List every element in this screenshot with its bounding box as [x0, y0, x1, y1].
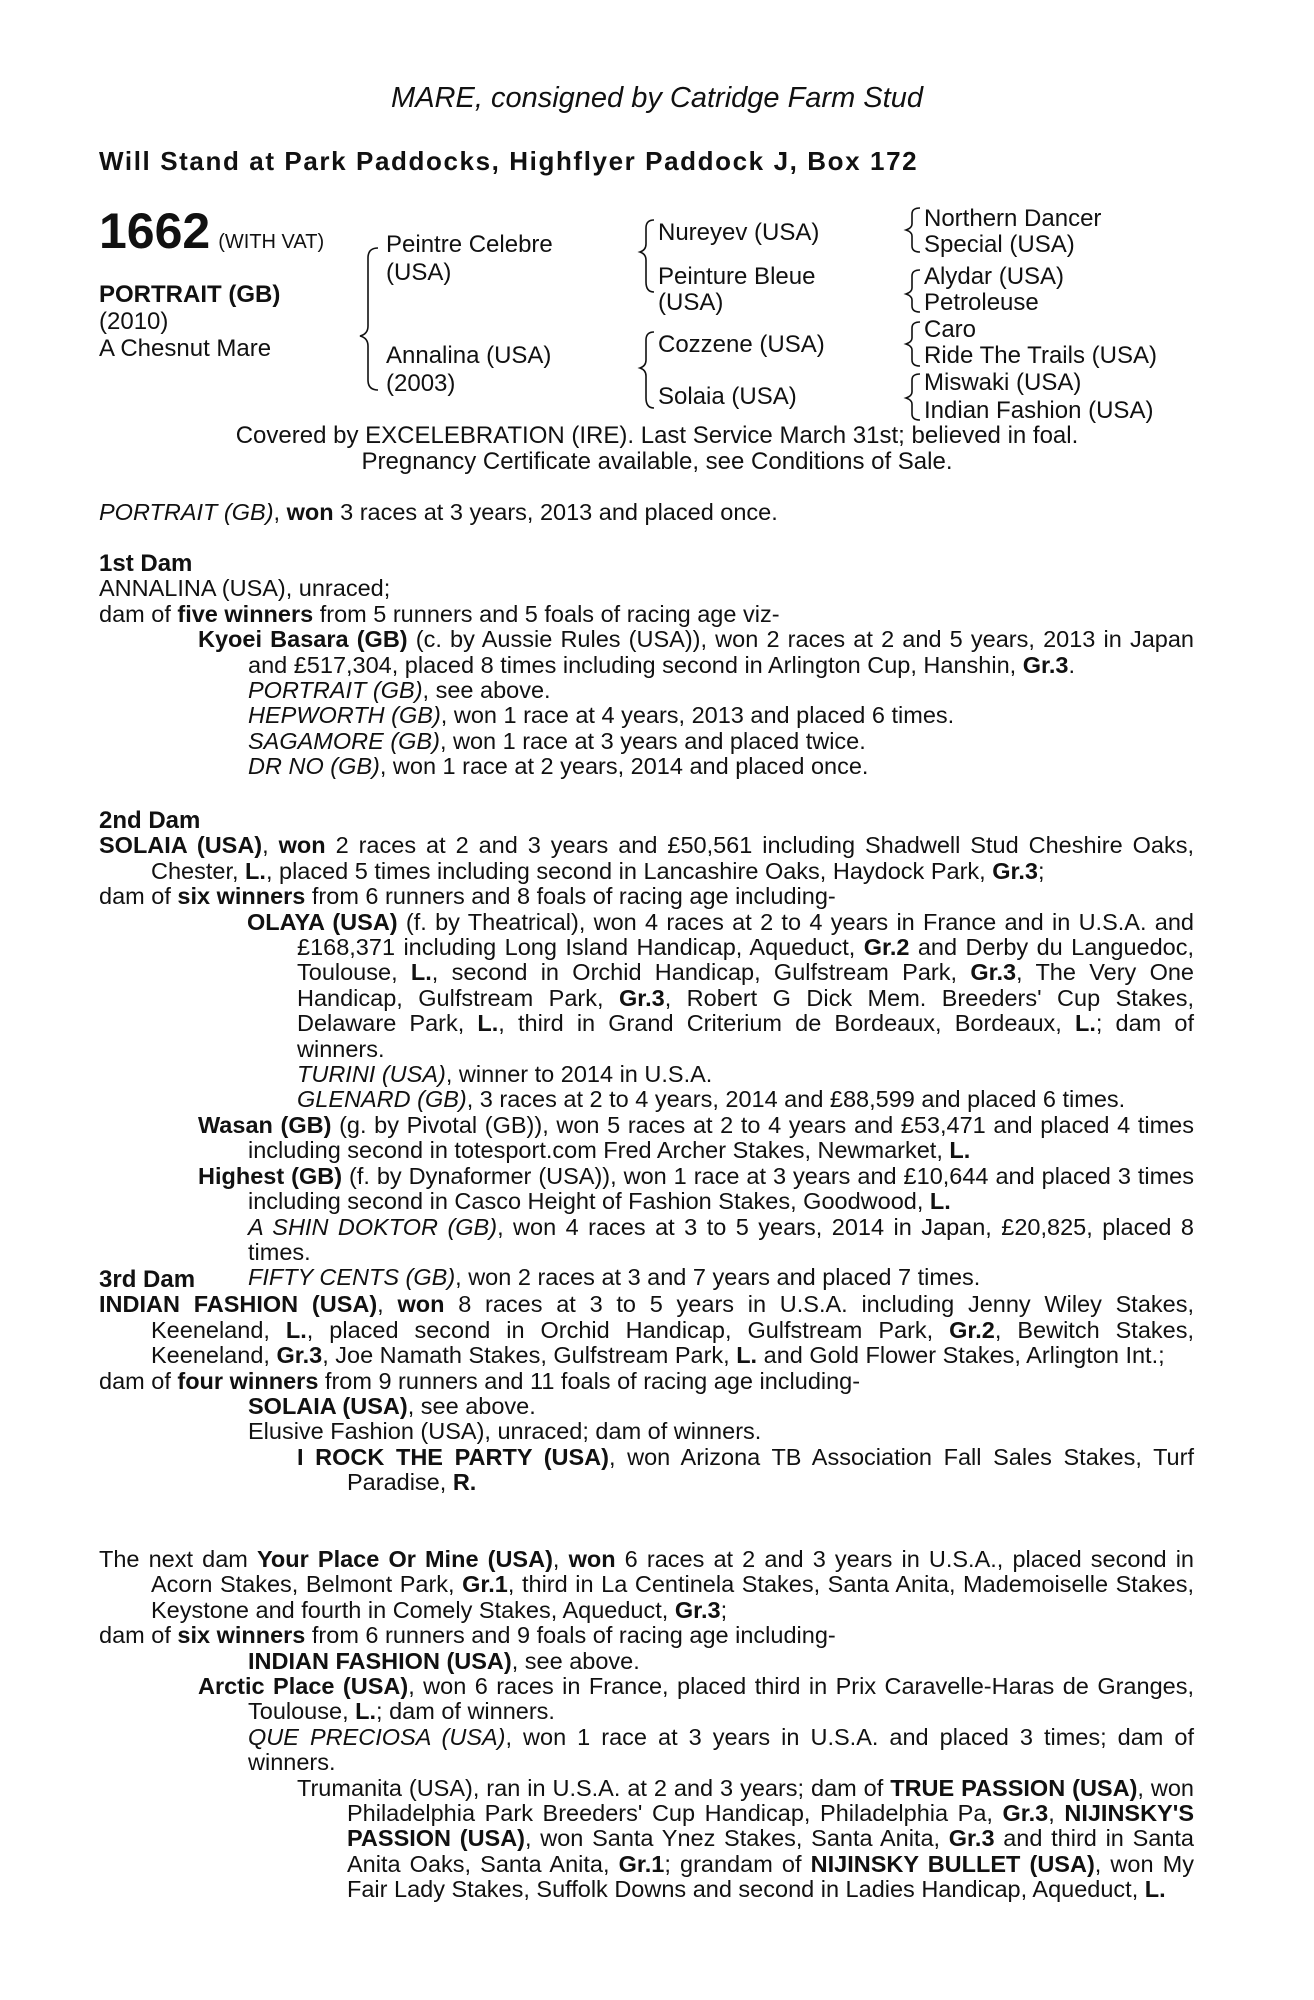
brace-gen3-4 — [906, 374, 920, 420]
consignor-line: MARE, consigned by Catridge Farm Stud — [391, 82, 923, 114]
que-preciosa-entry: QUE PRECIOSA (USA), won 1 race at 3 years in U.S.A. and placed 3 times; dam of winners. — [248, 1723, 1195, 1776]
third-dam-heading: 3rd Dam — [99, 1266, 196, 1293]
pregnancy-line: Pregnancy Certificate available, see Conditions of Sale. — [361, 448, 953, 475]
next-dam-record: The next dam Your Place Or Mine (USA), won 6 races at 2 and 3 years in U.S.A., placed second in Acorn Stakes, Belmont Park, Gr.1, third in La Centinela Stakes, Santa Anita, Mademoiselle Stakes, Keystone and fourth in Comely Stakes, Aqueduct, Gr.3; — [99, 1546, 1194, 1623]
dam-name: Annalina (USA) — [386, 342, 552, 369]
horse-description: A Chesnut Mare — [99, 335, 272, 362]
drno-entry: DR NO (GB), won 1 race at 2 years, 2014 and placed once. — [248, 753, 869, 780]
first-dam-line: ANNALINA (USA), unraced; — [99, 575, 391, 602]
solaia-record: SOLAIA (USA), won 2 races at 2 and 3 years and £50,561 including Shadwell Stud Cheshire Oaks, Chester, L., placed 5 times including second in Lancashire Oaks, Haydock Park, Gr.3; — [99, 832, 1194, 884]
brace-gen3-3 — [906, 322, 920, 366]
brace-gen3-1 — [906, 208, 920, 252]
sagamore-entry: SAGAMORE (GB), won 1 race at 3 years and placed twice. — [248, 727, 866, 754]
fifty-entry: FIFTY CENTS (GB), won 2 races at 3 and 7 years and placed 7 times. — [248, 1264, 981, 1291]
dam-year: (2003) — [386, 370, 456, 397]
ped-sdd: Petroleuse — [924, 289, 1039, 316]
covered-line: Covered by EXCELEBRATION (IRE). Last Service March 31st; believed in foal. — [235, 422, 1079, 449]
portrait-entry: PORTRAIT (GB), see above. — [248, 677, 551, 704]
wasan-entry: Wasan (GB) (g. by Pivotal (GB)), won 5 races at 2 to 4 years and £53,471 and placed 4 times including second in totesport.com Fred Archer Stakes, Newmarket, L. — [198, 1111, 1194, 1164]
lot-number: 1662 — [99, 203, 211, 259]
sire-dam-country: (USA) — [658, 289, 724, 316]
third-dam-section — [99, 1264, 1194, 1496]
vat-note: (WITH VAT) — [218, 231, 325, 253]
kyoei-entry: Kyoei Basara (GB) (c. by Aussie Rules (USA)), won 2 races at 2 and 5 years, 2013 in Japan and £517,304, placed 8 times including second in Arlington Cup, Hanshin, Gr.3. — [198, 626, 1194, 678]
first-dam-heading: 1st Dam — [99, 550, 193, 577]
ped-sds: Alydar (USA) — [924, 263, 1065, 290]
elusive-entry: Elusive Fashion (USA), unraced; dam of winners. — [248, 1418, 762, 1445]
first-dam-produce-line: dam of five winners from 5 runners and 5 foals of racing age viz- — [99, 600, 780, 627]
summary-section — [99, 500, 1194, 525]
turini-entry: TURINI (USA), winner to 2014 in U.S.A. — [297, 1061, 713, 1088]
dam-dam: Solaia (USA) — [658, 383, 797, 410]
second-dam-section — [99, 808, 1194, 1291]
ped-dss: Caro — [924, 316, 977, 343]
second-dam-produce-line: dam of six winners from 6 runners and 8 foals of racing age including- — [99, 883, 836, 910]
sire-sire: Nureyev (USA) — [658, 219, 820, 246]
indian-ref-entry: INDIAN FASHION (USA), see above. — [248, 1647, 640, 1674]
third-dam-produce-line: dam of four winners from 9 runners and 11 foals of racing age including- — [99, 1367, 861, 1394]
ashin-entry: A SHIN DOKTOR (GB), won 4 races at 3 to 5 years, 2014 in Japan, £20,825, placed 8 times. — [248, 1213, 1194, 1265]
solaia-ref-entry: SOLAIA (USA), see above. — [248, 1393, 536, 1420]
ped-ddd: Indian Fashion (USA) — [924, 397, 1154, 424]
summary-line: PORTRAIT (GB), won 3 races at 3 years, 2013 and placed once. — [99, 499, 778, 525]
highest-entry: Highest (GB) (f. by Dynaformer (USA)), won 1 race at 3 years and £10,644 and placed 3 times including second in Casco Height of Fashion Stakes, Goodwood, L. — [198, 1162, 1195, 1215]
ped-ssd: Special (USA) — [924, 231, 1075, 258]
ped-dsd: Ride The Trails (USA) — [924, 342, 1157, 369]
ped-sss: Northern Dancer — [924, 205, 1102, 232]
dam-sire: Cozzene (USA) — [658, 331, 825, 358]
brace-gen2-bottom — [640, 332, 654, 408]
glenard-entry: GLENARD (GB), 3 races at 2 to 4 years, 2014 and £88,599 and placed 6 times. — [297, 1086, 1126, 1113]
sire-dam: Peinture Bleue — [658, 263, 816, 290]
pedigree-braces — [0, 0, 1314, 440]
arctic-entry: Arctic Place (USA), won 6 races in France, placed third in Prix Caravelle-Haras de Granges, Toulouse, L.; dam of winners. — [198, 1673, 1194, 1725]
next-dam-section — [99, 1547, 1194, 1903]
brace-gen1 — [360, 248, 378, 390]
location-line: Will Stand at Park Paddocks, Highflyer Paddock J, Box 172 — [99, 146, 919, 176]
olaya-entry: OLAYA (USA) (f. by Theatrical), won 4 races at 2 to 4 years in France and in U.S.A. and £168,371 including Long Island Handicap, Aqueduct, Gr.2 and Derby du Languedoc, Toulouse, L., second in Orchid Handicap, Gulfstream Park, Gr.3, The Very One Handicap, Gulfstream Park, Gr.3, Robert G Dick Mem. Breeders' Cup Stakes, Delaware Park, L., third in Grand Criterium de Bordeaux, Bordeaux, L.; dam of winners. — [247, 908, 1194, 1062]
irock-entry: I ROCK THE PARTY (USA), won Arizona TB Association Fall Sales Stakes, Turf Paradise, R. — [297, 1443, 1194, 1496]
brace-gen2-top — [640, 220, 654, 292]
horse-name: PORTRAIT (GB) — [99, 281, 281, 308]
sire-country: (USA) — [386, 259, 452, 286]
indian-fashion-record: INDIAN FASHION (USA), won 8 races at 3 to 5 years in U.S.A. including Jenny Wiley Stakes, Keeneland, L., placed second in Orchid Handicap, Gulfstream Park, Gr.2, Bewitch Stakes, Keeneland, Gr.3, Joe Namath Stakes, Gulfstream Park, L. and Gold Flower Stakes, Arlington Int.; — [99, 1291, 1194, 1369]
second-dam-heading: 2nd Dam — [99, 807, 201, 834]
trumanita-entry: Trumanita (USA), ran in U.S.A. at 2 and 3 years; dam of TRUE PASSION (USA), won Philadelphia Park Breeders' Cup Handicap, Philadelphia Pa, Gr.3, NIJINSKY'S PASSION (USA), won Santa Ynez Stakes, Santa Anita, Gr.3 and third in Santa Anita Oaks, Santa Anita, Gr.1; grandam of NIJINSKY BULLET (USA), won My Fair Lady Stakes, Suffolk Downs and second in Ladies Handicap, Aqueduct, L. — [297, 1774, 1194, 1903]
first-dam-section — [99, 551, 1194, 780]
sire-name: Peintre Celebre — [386, 231, 553, 258]
next-dam-produce-line: dam of six winners from 6 runners and 9 foals of racing age including- — [99, 1622, 836, 1649]
hepworth-entry: HEPWORTH (GB), won 1 race at 4 years, 2013 and placed 6 times. — [248, 702, 955, 729]
horse-year: (2010) — [99, 308, 169, 335]
brace-gen3-2 — [906, 270, 920, 312]
ped-dds: Miswaki (USA) — [924, 369, 1082, 396]
